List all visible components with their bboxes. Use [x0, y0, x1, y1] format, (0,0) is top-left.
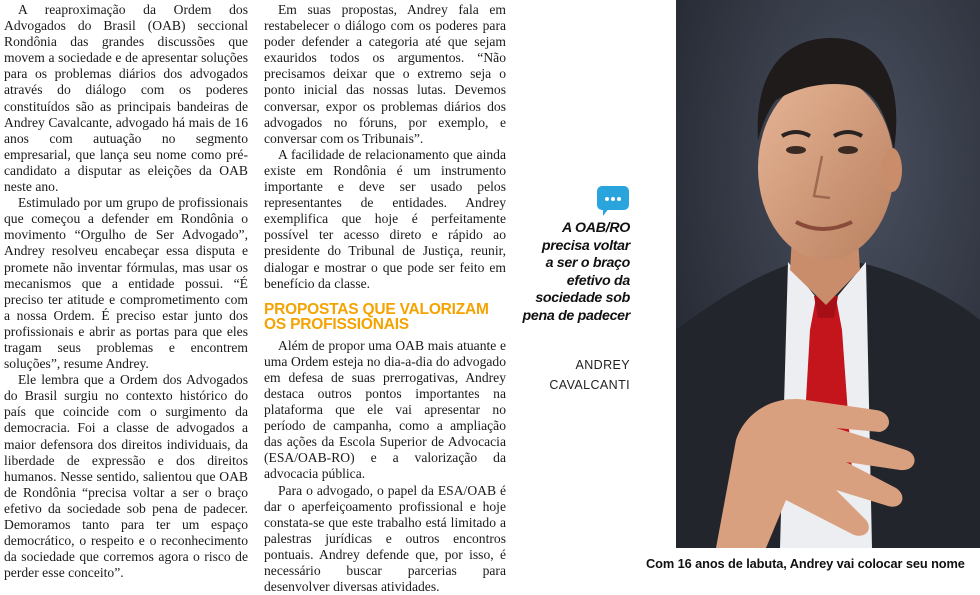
pull-quote-line: precisa voltar [541, 237, 630, 254]
paragraph: A facilidade de relacionamento que ainda existe em Rondônia é um instrumento importante e deve ser usado pelos representantes de entidades. Andrey exemplifica que hoje é perfeitamente possível ter acesso direto e rápido ao presidente do Tribunal de Justiça, reunir, dialogar e mostrar o que pode ser feito em benefício da classe. [264, 146, 506, 291]
pull-quote-line: a ser o braço [545, 255, 630, 272]
paragraph: Estimulado por um grupo de profissionais que começou a defender em Rondônia o movimento “Orgulho de Ser Advogado”, Andrey resolveu encabeçar essa disputa e promete não inventar fórmulas, mas usar os mecanismos que a entidade possui. “É preciso ter atitude e comprometimento com a nossa Ordem. É preciso estar junto dos profissionais e abrir as portas para que eles tragam seus problemas e encontrem soluções”, resume Andrey. [4, 195, 248, 372]
pull-quote-line: efetivo da [566, 272, 630, 289]
pull-quote [512, 220, 630, 326]
speech-bubble-tail [603, 208, 609, 216]
paragraph: Para o advogado, o papel da ESA/OAB é dar o aperfeiçoamento profissional e hoje constata-se que este trabalho está limitado a palestras jurídicas e outros encontros pontuais. Andrey defende que, por isso, é necessário buscar parcerias para desenvolver diversas atividades. [264, 482, 506, 595]
portrait-photo [676, 0, 980, 548]
article-column-1 [4, 2, 248, 581]
paragraph: Além de propor uma OAB mais atuante e uma Ordem esteja no dia-a-dia do advogado em defesa de suas prerrogativas, Andrey destaca outros pontos importantes na plataforma que ele vai apresentar no período de campanha, como a ampliação das ações da Escola Superior de Advocacia (ESA/OAB-RO) e a valorização da advocacia pública. [264, 337, 506, 482]
speech-bubble-icon [597, 186, 629, 210]
author-line: CAVALCANTI [549, 377, 630, 392]
section-subheading: PROPOSTAS QUE VALORIZAM OS PROFISSIONAIS [264, 300, 489, 333]
author-line: ANDREY [575, 358, 630, 372]
pull-quote-line: sociedade sob [535, 290, 630, 307]
pull-quote-author [520, 356, 630, 395]
paragraph: Em suas propostas, Andrey fala em restabelecer o diálogo com os poderes para poder defender a categoria até que sejam exauridos todos os argumentos. “Não precisamos deixar que o extremo seja o ponto inicial das nossas lutas. Devemos conversar, expor os problemas diários dos advogados no fóruns, por exemplo, e conversar com os Tribunais”. [264, 2, 506, 146]
article-column-2 [264, 2, 506, 595]
paragraph: Ele lembra que a Ordem dos Advogados do Brasil surgiu no contexto histórico do país que coincide com o surgimento da democracia. Foi a classe de advogados a maior defensora dos direitos individuais, da liberdade de expressão e dos direitos humanos. Nesse sentido, salientou que OAB de Rondônia “precisa voltar a ser o braço efetivo da sociedade sob pena de padecer. Demoramos tanto para ter um espaço democrático, o respeito e o reconhecimento da sociedade que corremos agora o risco de perder esse conceito”. [4, 372, 248, 581]
portrait-illustration [676, 0, 980, 548]
pull-quote-line: pena de padecer [522, 307, 630, 324]
pull-quote-line: A OAB/RO [561, 220, 630, 236]
photo-caption: Com 16 anos de labuta, Andrey vai colocar seu nome [646, 556, 965, 571]
paragraph: A reaproximação da Ordem dos Advogados do Brasil (OAB) seccional Rondônia das grandes discussões que movem a sociedade e de apresentar soluções para os problemas diários dos advogados através do diálogo com os poderes constituídos são as principais bandeiras de Andrey Cavalcante, advogado há mais de 16 anos com autuação no segmento empresarial, que lança seu nome como pré-candidato a disputar as eleições da OAB neste ano. [4, 2, 248, 195]
